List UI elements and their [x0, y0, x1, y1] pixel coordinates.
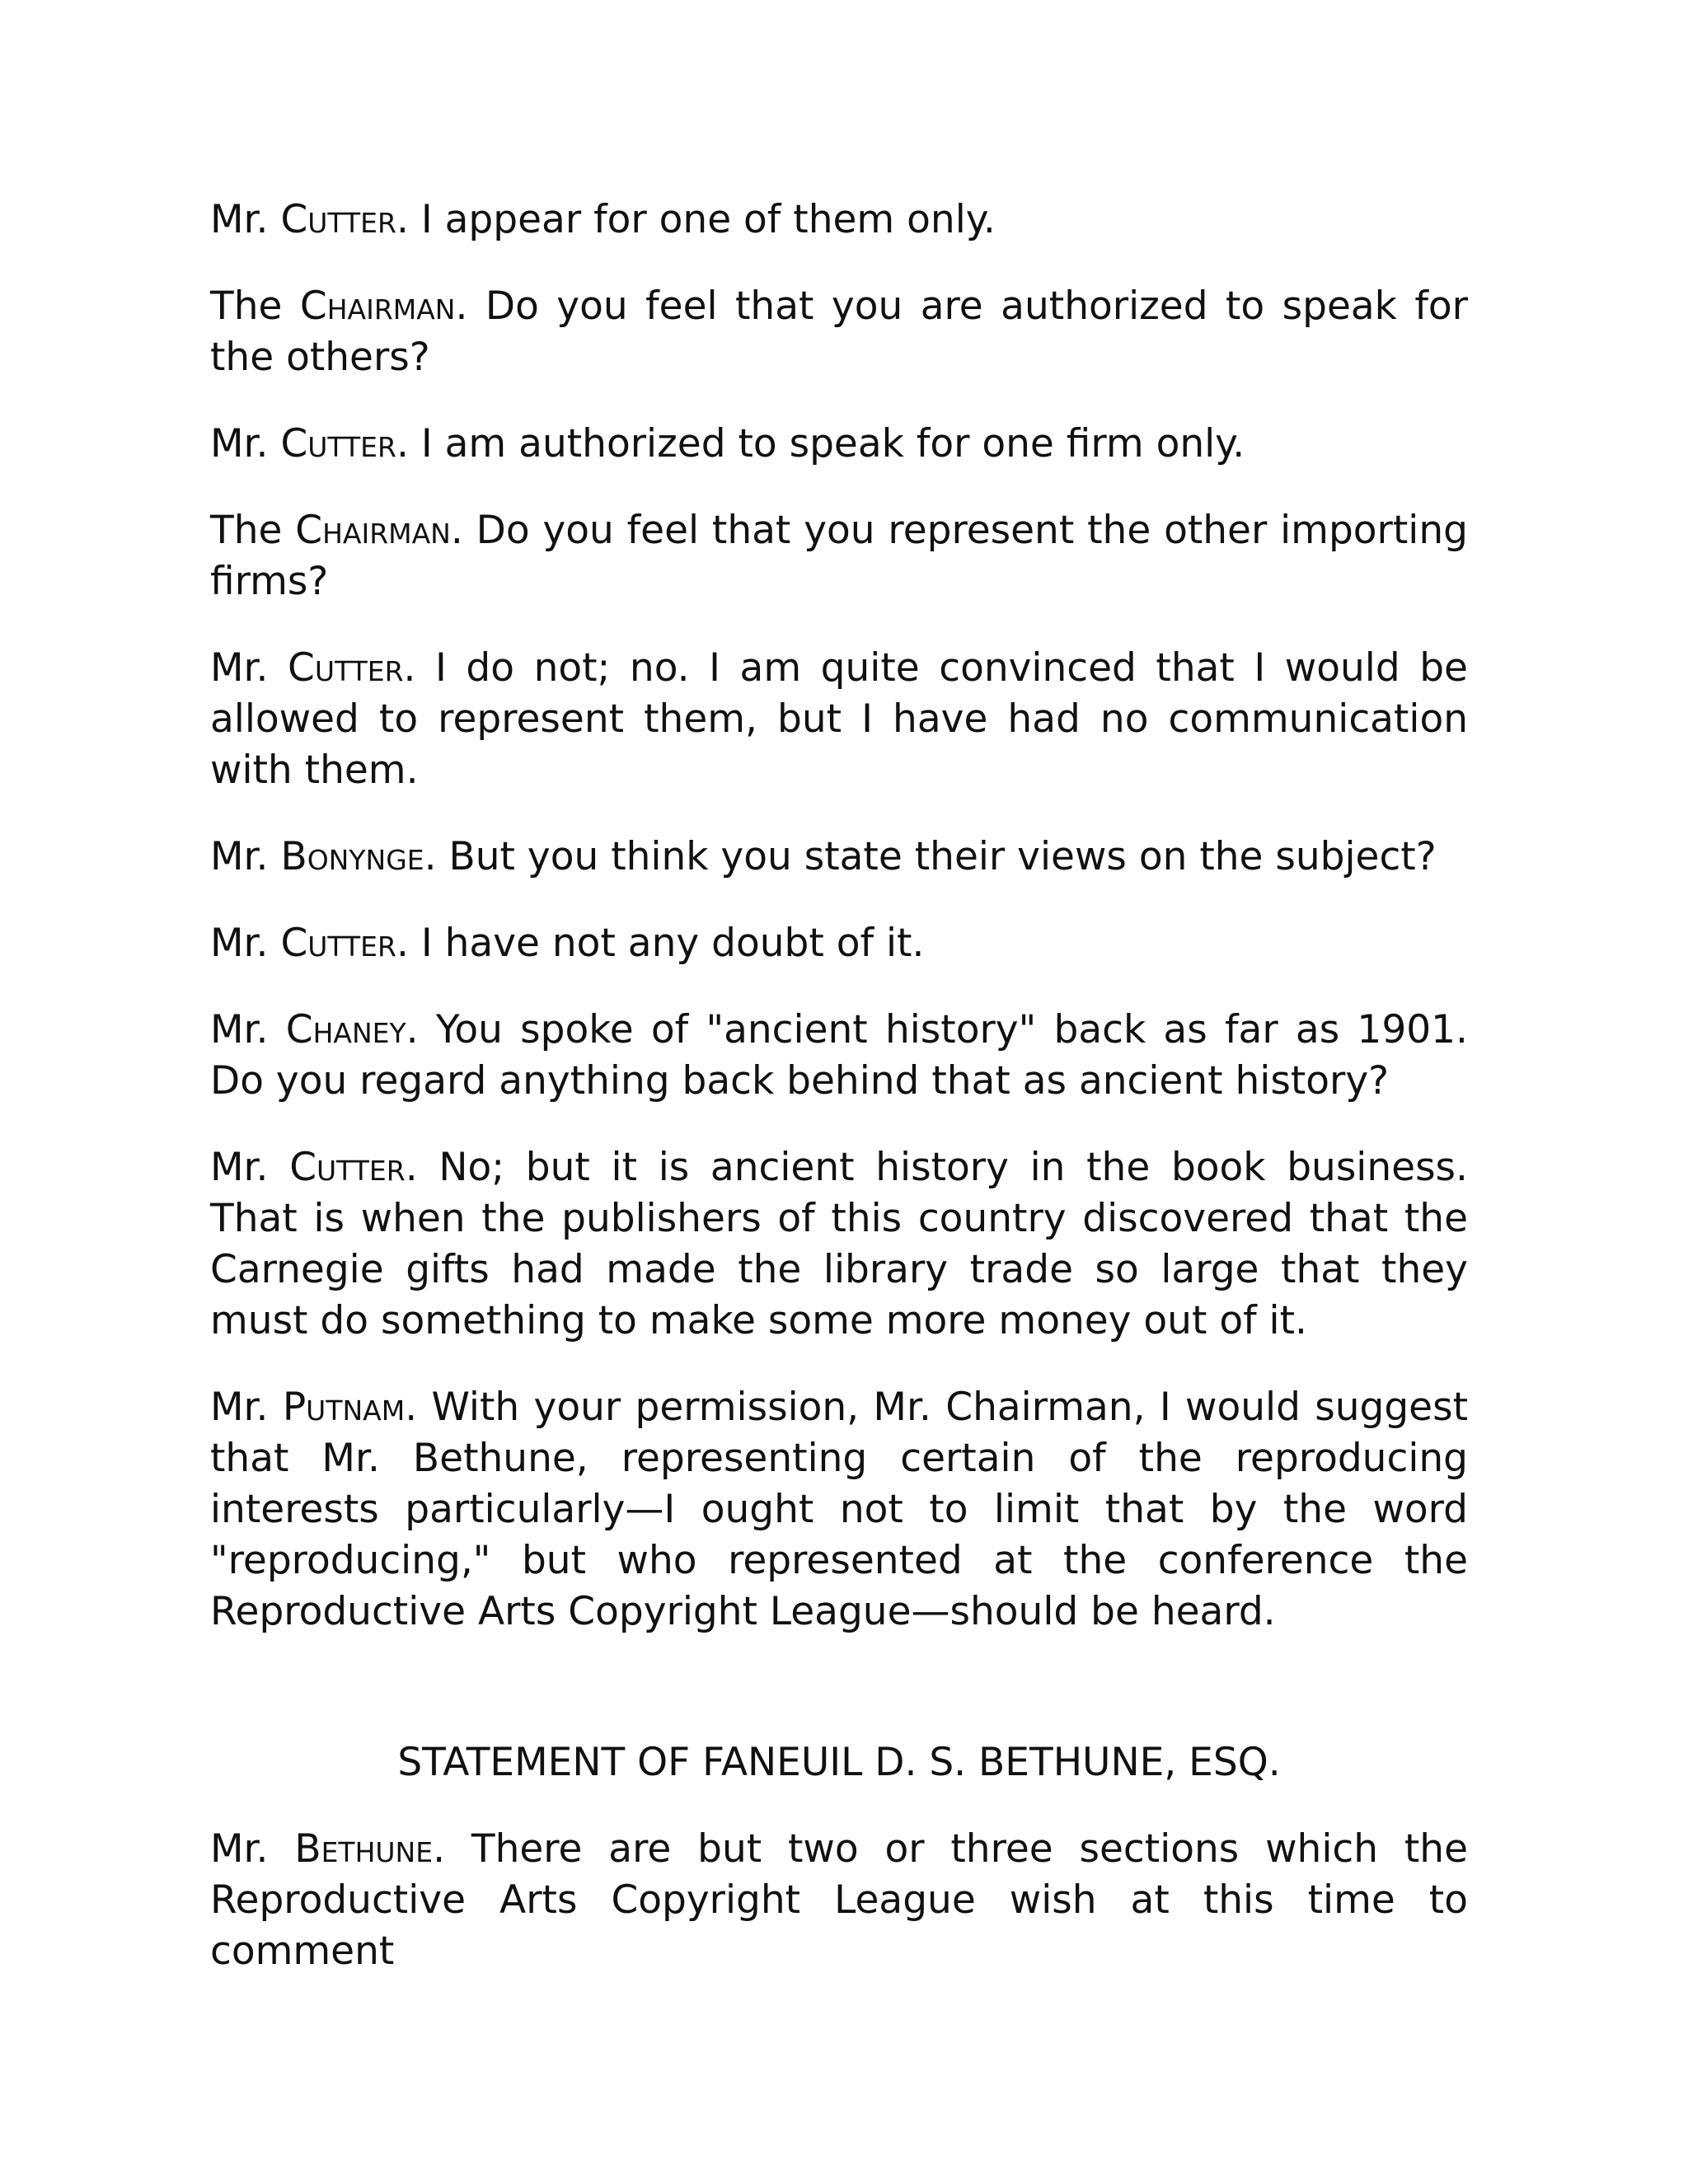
speaker-title: Mr.: [210, 1826, 295, 1872]
speaker-title: Mr.: [210, 1145, 290, 1190]
document-page: [210, 194, 1468, 2013]
speaker-name: Cutter: [280, 921, 396, 966]
speech-text: . Do you feel that you represent the other importing firms?: [210, 508, 1468, 604]
speaker-title: Mr.: [210, 1007, 286, 1052]
speaker-name: Cutter: [289, 1145, 406, 1190]
speaker-title: Mr.: [210, 1385, 283, 1430]
speaker-name: Bonynge: [280, 834, 424, 879]
speech-text: . I appear for one of them only.: [396, 197, 996, 242]
speech-text: . No; but it is ancient history in the book business. That is when the publishers of this country discovered that the Carnegie gifts had made the library trade so large that they must do something to make some more money out of it.: [210, 1145, 1468, 1343]
speaker-title: Mr.: [210, 421, 281, 466]
speech-text: . You spoke of "ancient history" back as far as 1901. Do you regard anything back behind that as ancient history?: [210, 1007, 1468, 1104]
exchange-paragraph: [210, 1005, 1468, 1107]
exchange-paragraph: [210, 419, 1468, 470]
exchange-paragraph: [210, 1824, 1468, 1977]
exchange-paragraph: [210, 832, 1468, 883]
speaker-name: Cutter: [280, 421, 396, 466]
exchange-paragraph: [210, 1142, 1468, 1347]
exchange-paragraph: [210, 1382, 1468, 1638]
speaker-title: The: [210, 284, 300, 329]
exchange-paragraph: [210, 281, 1468, 383]
exchange-paragraph: [210, 505, 1468, 607]
speaker-title: Mr.: [210, 197, 281, 242]
speech-text: . With your permission, Mr. Chairman, I would suggest that Mr. Bethune, representing certain of the reproducing interests particularly—I ought not to limit that by the word "reproducing," but who represented at the conference the Reproductive Arts Copyright League—should be heard.: [210, 1385, 1468, 1634]
speaker-name: Cutter: [280, 197, 396, 242]
speech-text: . I have not any doubt of it.: [396, 921, 925, 966]
section-heading: STATEMENT OF FANEUIL D. S. BETHUNE, ESQ.: [397, 1740, 1281, 1785]
speech-text: . I do not; no. I am quite convinced that I would be allowed to represent them, but I have had no communication with them.: [210, 645, 1468, 793]
speaker-name: Cutter: [288, 645, 404, 691]
speaker-title: Mr.: [210, 921, 281, 966]
speech-text: . But you think you state their views on the subject?: [424, 834, 1437, 879]
speech-text: . I am authorized to speak for one firm only.: [396, 421, 1245, 466]
speaker-name: Bethune: [294, 1826, 434, 1872]
speech-text: . There are but two or three sections which the Reproductive Arts Copyright League wish at this time to comment: [210, 1826, 1468, 1974]
speaker-name: Chairman: [295, 508, 451, 553]
speaker-title: Mr.: [210, 645, 288, 691]
exchange-paragraph: [210, 194, 1468, 246]
exchange-paragraph: [210, 918, 1468, 969]
exchange-paragraph: [210, 643, 1468, 796]
speaker-name: Chaney: [285, 1007, 406, 1052]
speaker-title: Mr.: [210, 834, 281, 879]
speaker-name: Chairman: [299, 284, 456, 329]
speaker-title: The: [210, 508, 296, 553]
speaker-name: Putnam: [282, 1385, 406, 1430]
speech-text: . Do you feel that you are authorized to speak for the others?: [210, 284, 1468, 380]
